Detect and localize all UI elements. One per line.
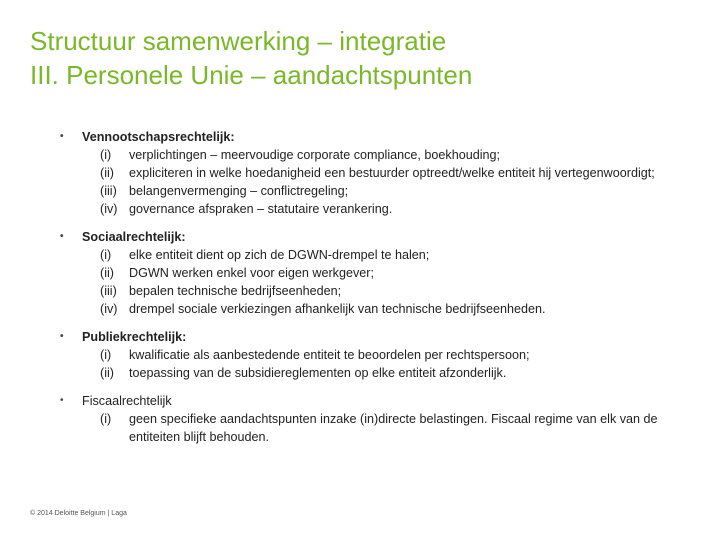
bullet-icon: • [60, 331, 64, 342]
item-text: belangenvermenging – conflictregeling; [129, 184, 349, 198]
list-item [60, 300, 690, 318]
slide-title-line-2: III. Personele Unie – aandachtspunten [30, 60, 473, 90]
item-number: (i) [100, 248, 112, 262]
item-number: (iv) [100, 302, 118, 316]
item-text: verplichtingen – meervoudige corporate compliance, boekhouding; [129, 148, 501, 162]
item-number: (ii) [100, 166, 114, 180]
section-heading: Sociaalrechtelijk: [82, 230, 186, 244]
item-number: (iii) [100, 184, 117, 198]
copyright-footer: © 2014 Deloitte Belgium | Laga [30, 510, 127, 517]
list-item [60, 264, 690, 282]
item-number: (iv) [100, 202, 118, 216]
slide-title [30, 24, 690, 92]
item-text: elke entiteit dient op zich de DGWN-drempel te halen; [129, 248, 430, 262]
bullet-icon: • [60, 131, 64, 142]
list-item [60, 282, 690, 300]
section-heading: Publiekrechtelijk: [82, 330, 187, 344]
item-text: DGWN werken enkel voor eigen werkgever; [129, 266, 374, 280]
item-number: (i) [100, 348, 112, 362]
item-text: drempel sociale verkiezingen afhankelijk van technische bedrijfseenheden. [129, 302, 546, 316]
list-item [60, 410, 690, 446]
item-number: (ii) [100, 366, 114, 380]
section-heading: Fiscaalrechtelijk [82, 394, 172, 408]
list-item [60, 346, 690, 364]
list-item [60, 146, 690, 164]
item-number: (ii) [100, 266, 114, 280]
list-item [60, 246, 690, 264]
item-text: kwalificatie als aanbestedende entiteit te beoordelen per rechtspersoon; [129, 348, 530, 362]
slide-content [60, 128, 690, 456]
item-number: (iii) [100, 284, 117, 298]
item-text: toepassing van de subsidiereglementen op elke entiteit afzonderlijk. [129, 366, 507, 380]
section-publiekrechtelijk [60, 328, 690, 382]
list-item [60, 200, 690, 218]
list-item [60, 182, 690, 200]
slide-title-line-1: Structuur samenwerking – integratie [30, 26, 447, 56]
item-number: (i) [100, 412, 112, 426]
section-fiscaalrechtelijk [60, 392, 690, 446]
section-vennootschapsrechtelijk [60, 128, 690, 218]
item-text: bepalen technische bedrijfseenheden; [129, 284, 342, 298]
item-text: expliciteren in welke hoedanigheid een bestuurder optreedt/welke entiteit hij vertegenwoordigt; [129, 166, 655, 180]
list-item [60, 164, 690, 182]
bullet-icon: • [60, 231, 64, 242]
item-number: (i) [100, 148, 112, 162]
bullet-icon: • [60, 395, 64, 406]
section-sociaalrechtelijk [60, 228, 690, 318]
item-text: geen specifieke aandachtspunten inzake (in)directe belastingen. Fiscaal regime van elk van de entiteiten blijft behouden. [129, 412, 658, 444]
item-text: governance afspraken – statutaire verankering. [129, 202, 393, 216]
list-item [60, 364, 690, 382]
section-heading: Vennootschapsrechtelijk: [82, 130, 235, 144]
